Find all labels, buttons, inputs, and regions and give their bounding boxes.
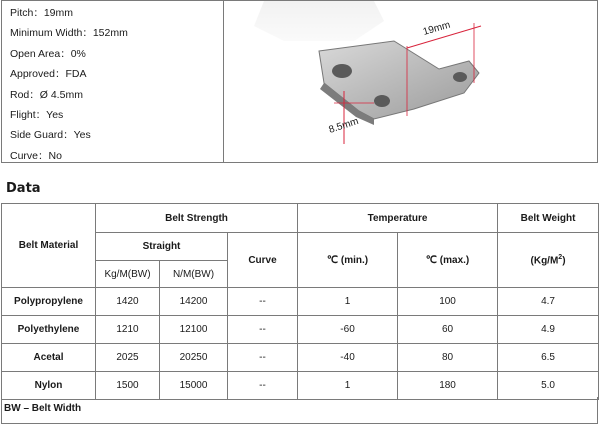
footnote: [1, 397, 598, 424]
cell-kg: 2025: [96, 344, 160, 372]
cell-tmax: 180: [398, 372, 498, 400]
rod-hole-right: [453, 72, 467, 82]
spec-list: [10, 3, 128, 166]
spec-side-guard: Side Guard：Yes: [10, 129, 91, 142]
cell-curve: --: [228, 316, 298, 344]
belt-module-drawing: [224, 1, 598, 162]
spec-curve: Curve：No: [10, 149, 62, 162]
height-dimension-label: 8.5mm: [327, 115, 360, 136]
cell-curve: --: [228, 372, 298, 400]
cell-tmax: 60: [398, 316, 498, 344]
spec-rod: Rod：Ø 4.5mm: [10, 88, 83, 101]
rod-hole-left: [332, 64, 352, 78]
cell-tmin: -40: [298, 344, 398, 372]
cell-material: Polyethylene: [2, 316, 96, 344]
cell-weight: 4.9: [498, 316, 599, 344]
cell-tmax: 80: [398, 344, 498, 372]
spec-panel: [1, 0, 598, 163]
spec-flight: Flight：Yes: [10, 108, 64, 121]
cell-tmax: 100: [398, 288, 498, 316]
cell-weight: 5.0: [498, 372, 599, 400]
spec-pitch: Pitch：19mm: [10, 7, 74, 19]
header-curve: Curve: [228, 233, 298, 288]
cell-nm: 15000: [160, 372, 228, 400]
pitch-dimension-label: 19mm: [421, 19, 452, 38]
header-straight: Straight: [96, 233, 228, 261]
cell-weight: 4.7: [498, 288, 599, 316]
cell-nm: 14200: [160, 288, 228, 316]
header-belt-strength: Belt Strength: [96, 204, 298, 233]
header-n-per-m: N/M(BW): [160, 261, 228, 288]
spec-min-width: Minimum Width：152mm: [10, 27, 128, 40]
cell-kg: 1420: [96, 288, 160, 316]
cell-curve: --: [228, 288, 298, 316]
table-row: [2, 288, 599, 316]
cell-material: Acetal: [2, 344, 96, 372]
header-kg-per-m: Kg/M(BW): [96, 261, 160, 288]
header-belt-weight: Belt Weight: [498, 204, 599, 233]
header-belt-material: Belt Material: [2, 204, 96, 288]
cell-tmin: 1: [298, 288, 398, 316]
cell-kg: 1210: [96, 316, 160, 344]
header-weight-unit: $(Kg/M^2)$: [498, 233, 599, 288]
cell-kg: 1500: [96, 372, 160, 400]
cell-curve: --: [228, 344, 298, 372]
table-row: [2, 372, 599, 400]
cell-tmin: 1: [298, 372, 398, 400]
spec-approved: Approved：FDA: [10, 68, 87, 81]
header-temp-max: ℃ (max.): [398, 233, 498, 288]
background-module-shape: [254, 1, 384, 41]
spec-open-area: Open Area：0%: [10, 47, 86, 60]
header-temperature: Temperature: [298, 204, 498, 233]
cell-material: Polypropylene: [2, 288, 96, 316]
cell-nm: 20250: [160, 344, 228, 372]
cell-tmin: -60: [298, 316, 398, 344]
table-row: [2, 316, 599, 344]
cell-material: Nylon: [2, 372, 96, 400]
data-table: [1, 203, 599, 400]
section-title: Data: [6, 181, 41, 196]
header-temp-min: ℃ (min.): [298, 233, 398, 288]
rod-hole-center: [374, 95, 390, 107]
cell-weight: 6.5: [498, 344, 599, 372]
footnote-text: BW – Belt Width: [4, 403, 82, 414]
table-row: [2, 344, 599, 372]
cell-nm: 12100: [160, 316, 228, 344]
